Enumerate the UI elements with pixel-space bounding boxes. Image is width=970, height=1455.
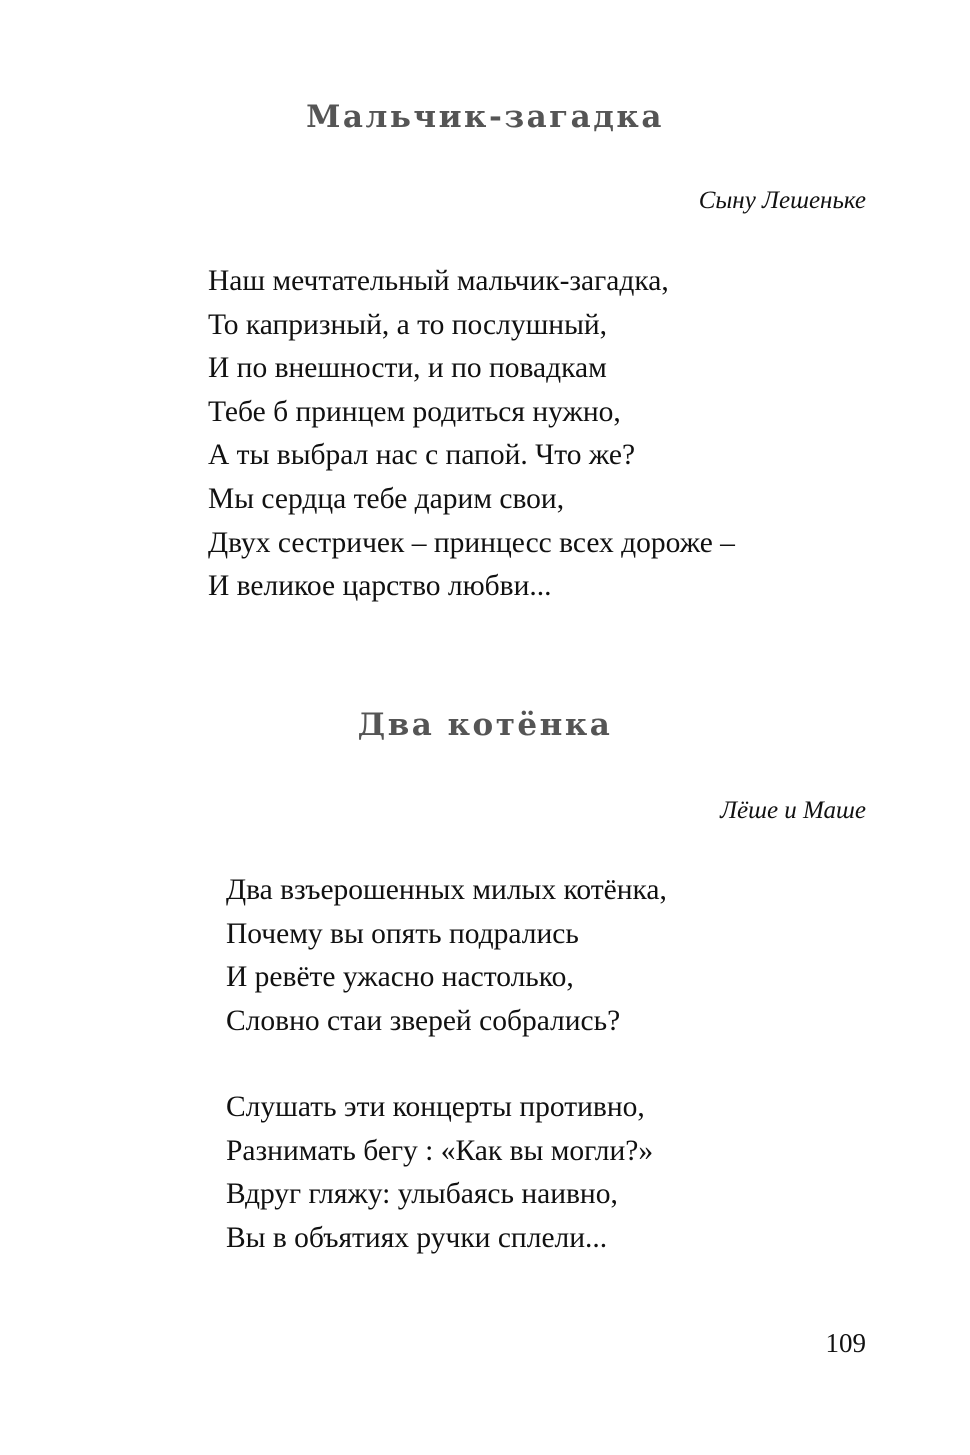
- verse-line: И по внешности, и по повадкам: [208, 352, 607, 385]
- verse-line: Слушать эти концерты противно,: [226, 1091, 645, 1123]
- poem-stanza: [208, 260, 735, 609]
- verse-line: И ревёте ужасно настолько,: [226, 961, 574, 994]
- verse-line: Двух сестричек – принцесс всех дороже –: [208, 526, 735, 559]
- poem-title: Мальчик-загадка: [306, 99, 664, 135]
- verse-line: Мы сердца тебе дарим свои,: [208, 482, 565, 515]
- verse-line: А ты выбрал нас с папой. Что же?: [208, 439, 636, 472]
- verse-line: Разнимать бегу : «Как вы могли?»: [226, 1134, 654, 1167]
- verse-line: Вы в объятиях ручки сплели...: [226, 1221, 608, 1254]
- verse-line: И великое царство любви...: [208, 570, 552, 603]
- verse-line: Тебе б принцем родиться нужно,: [208, 395, 621, 428]
- verse-line: Словно стаи зверей собрались?: [226, 1004, 621, 1037]
- poem-stanza: [226, 869, 667, 1043]
- verse-line: Вдруг гляжу: улыбаясь наивно,: [226, 1178, 618, 1211]
- verse-line: Два взъерошенных милых котёнка,: [226, 874, 667, 906]
- verse-line: Наш мечтательный мальчик-загадка,: [208, 265, 669, 297]
- verse-line: Почему вы опять подрались: [226, 917, 579, 950]
- poem-dedication: Сыну Лешеньке: [698, 187, 866, 214]
- verse-line: То капризный, а то послушный,: [208, 308, 608, 341]
- poem-dedication: Лёше и Маше: [720, 797, 866, 824]
- page-number: 109: [825, 1328, 866, 1358]
- poem-stanza: [226, 1086, 653, 1260]
- poem-title: Два котёнка: [357, 707, 613, 743]
